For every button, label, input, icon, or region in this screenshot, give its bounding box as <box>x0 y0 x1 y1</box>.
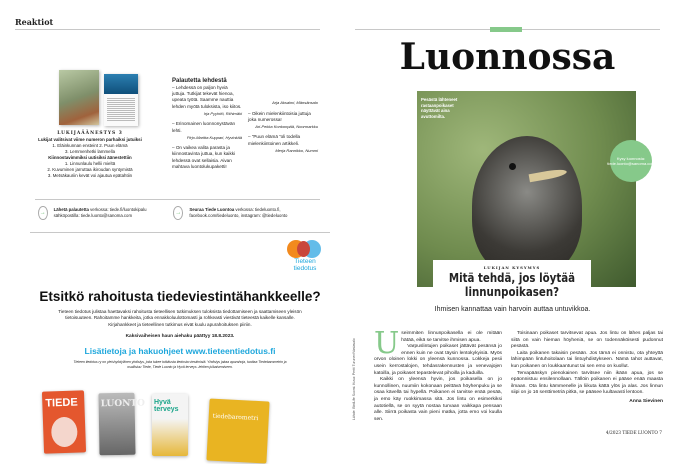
divider <box>35 199 320 200</box>
ad-headline: Etsitkö rahoitusta tiedeviestintähankkeelle? <box>39 289 321 304</box>
tieteen-tiedotus-logo: Tieteen tiedotus <box>287 240 323 272</box>
feedback-column-2: Arja Aksalmi, Mänsänsalo – Oikein mielenkiintoisia juttuja joka numerossa! Ari-Pekka Konkonpää, Noormarkku – ”Puun elämä ”oli todella mielenkiintoinen artikkeli. Merja Rannikko, Nummi <box>248 100 318 153</box>
magazine-cover-tiede: TIEDE <box>42 390 86 453</box>
drop-cap: U <box>374 326 400 361</box>
contact-follow: → Seuraa Tiede Luontoa verkossa: tiedeluonto.fi, facebook.com/tiedeluonto, instagram: @tiedeluonto <box>173 206 323 220</box>
reader-vote: LUKIJAÄÄNESTYS 3 Lukijat valitsivat viime numeron parhaiksi jutuiksi 1. Eläinkunnan ensteint 2. Puun elämä 3. Lemmenhetki lammella Kiinnostavimmiksi uutisiksi äänestettiin 1. Linnunlaulu hellii mieltä 2. Kuvuminen jarruttaa ikiroudan syntymistä 3. Metsäkauriin kevät voi ajautua epätahtiin <box>38 131 142 178</box>
ad-link[interactable]: Lisätietoja ja hakuohjeet www.tieteentiedotus.fi <box>84 345 276 356</box>
ask-nature-bubble: Kysy luonnosta: tiede.luonto@sanoma.com <box>610 140 652 182</box>
article-lead: Ihmisen kannattaa vain harvoin auttaa untuvikkoa. <box>434 306 591 313</box>
divider <box>15 29 320 30</box>
contact-feedback: → Lähetä palautetta verkossa: tiede.fi/luontokipalu sähköpostilla: tiede.luonto@sanoma.com <box>39 207 147 218</box>
arrow-right-icon[interactable]: → <box>38 206 48 220</box>
ad-block: Etsitkö rahoitusta tiedeviestintähankkeelle? Tieteen tiedotus julistaa haettavaksi rahoitusta tieteellisen tutkimuksen tuloksista tiedottamiseen ja saattamiseen yleisön tietoisuuteen. Rahoitamme hankkeita, jotka ennakkoluulottomasti ja rohkeasti viestivät tieteestä kaikelle kansalle. Kirjahankkeet ja tieteellinen tutkimus eivät kuulu apurahoituksen piiriin. Kaksivaiheisen haun aiehaku päättyy 18.8.2023. Lisätietoja ja hakuohjeet www.tieteentiedotus.fi Tieteen tiedotus ry on yleishyödyllinen yhdistys, joka tukee tutkitusta tiedosta viestimistä. Yhdistys jakaa apurahoja, tuottaa Tiedebarometrin ja osallistuu Tiede, Tiede Luonto ja Hyvä terveys -lehtien julkaisemiseen. <box>30 289 330 370</box>
feedback-column-1: Palautetta lehdestä – Lehdessä on paljon hyviä juttuja. Tutkijat tekevät hienoa, upeata työtä. Saamme nauttia lehden myötä tuloksista, iso kiitos. Irja Pyyhtiö, Riihimäki – Erinomainen luonnonystävän lehti. Pirjo-Maritta Kuppari, Hyvinkää – On vaikea valita parasta ja kiinnostavinta juttua, kun kaikki lehdessä ovat sellaisia. Aivan mahtava luontolukupaketti! <box>172 78 242 169</box>
magazine-cover-hyva-terveys: Hyvä terveys <box>152 394 188 456</box>
article-column-2: Toisinaan poikaset tarvitsevat apua. Jos lintu on lähes paljas tai siitä on vain hieman höyheniä, se on todennäköisesti pudonnut pesästä. Laita poikanen takaisin pesään. Jos tämä ei onnistu, ota yhteyttä lähimpään lintuhoitolaan tai lintuyhdistykseen. Nämä tahot auttavat, kun poikanen on loukkaantunut tai sen emo on kuollut. Tervapääskyn pienokainen tarvitsee niin ikään apua, jos se epäonnistuu ensilennollaan. Tällöin poikanen ei pääse enää maasta ilmaan. Ota lintu kämmenelle ja liikuta kättä ylös ja alas. Jos linnun siipi on jo 16 senttimetriä pitkä, se pääsee luultavasti lentoon. Anna Sievinen <box>511 331 663 404</box>
article-title-box: LUKIJAN KYSYMYS Mitä tehdä, jos löytää linnunpoikasen? <box>433 260 591 302</box>
section-title: Luonnossa <box>399 36 616 78</box>
photo-caption: Pesästä lähteneet rastaanpoikaset näyttävät aina avuttomilta. <box>421 97 458 119</box>
photo-credit: Lähde: BirdLife Suomi. Kuva: Pertti Turunen/Vastavalo <box>352 338 356 420</box>
magazine-cover-luonto: LUONTO <box>98 393 135 456</box>
arrow-right-icon[interactable]: → <box>173 206 183 220</box>
bird-photo <box>417 91 636 287</box>
magazine-page-thumbnail <box>59 70 99 125</box>
article-column-1: U seimmiten linnunpoikasella ei ole mitään hätää, eikä se tarvitse ihmisen apua. Varpuslintujen poikaset jättävät pesänsä jo ennen kuin ne ovat täysin lentokykyisiä. Myös orvon oloinen lokki on yleensä kunnossa. Lokkeja pesii usein kerrostalojen, tehdasrakennusten ja venevajojen katoilla, ja poikaset tepastelevat pihoilla ja kaduilla. Kaikki on yleensä hyvin, jos poikasella on jo kunnollinen, nuumiin kokonaan peittävä höyhenpuku ja se osaa kävellä tai hypellä. Poikanen ei tarvitse enää pesää, ja emo käy ruokkimassa sitä. Jos lintu on esimerkiksi autotiellä, se on syytä nostaa turvaan vaikkapa pensaan alle. Siirrä poikasta vain pieni matka, jotta emo voi kuulla sen. <box>374 326 502 422</box>
magazine-cover-tiedebarometri: tiedebarometri <box>206 398 269 463</box>
magazine-page-thumbnail <box>104 74 138 126</box>
bird-fledgling <box>472 136 582 276</box>
page-footer: 4/2023 TIEDE LUONTO 7 <box>605 431 662 436</box>
article-title: Mitä tehdä, jos löytää linnunpoikasen? <box>448 270 576 299</box>
divider <box>30 232 330 233</box>
section-accent <box>490 27 522 32</box>
section-title: Reaktiot <box>15 17 54 27</box>
author: Anna Sievinen <box>629 398 663 404</box>
